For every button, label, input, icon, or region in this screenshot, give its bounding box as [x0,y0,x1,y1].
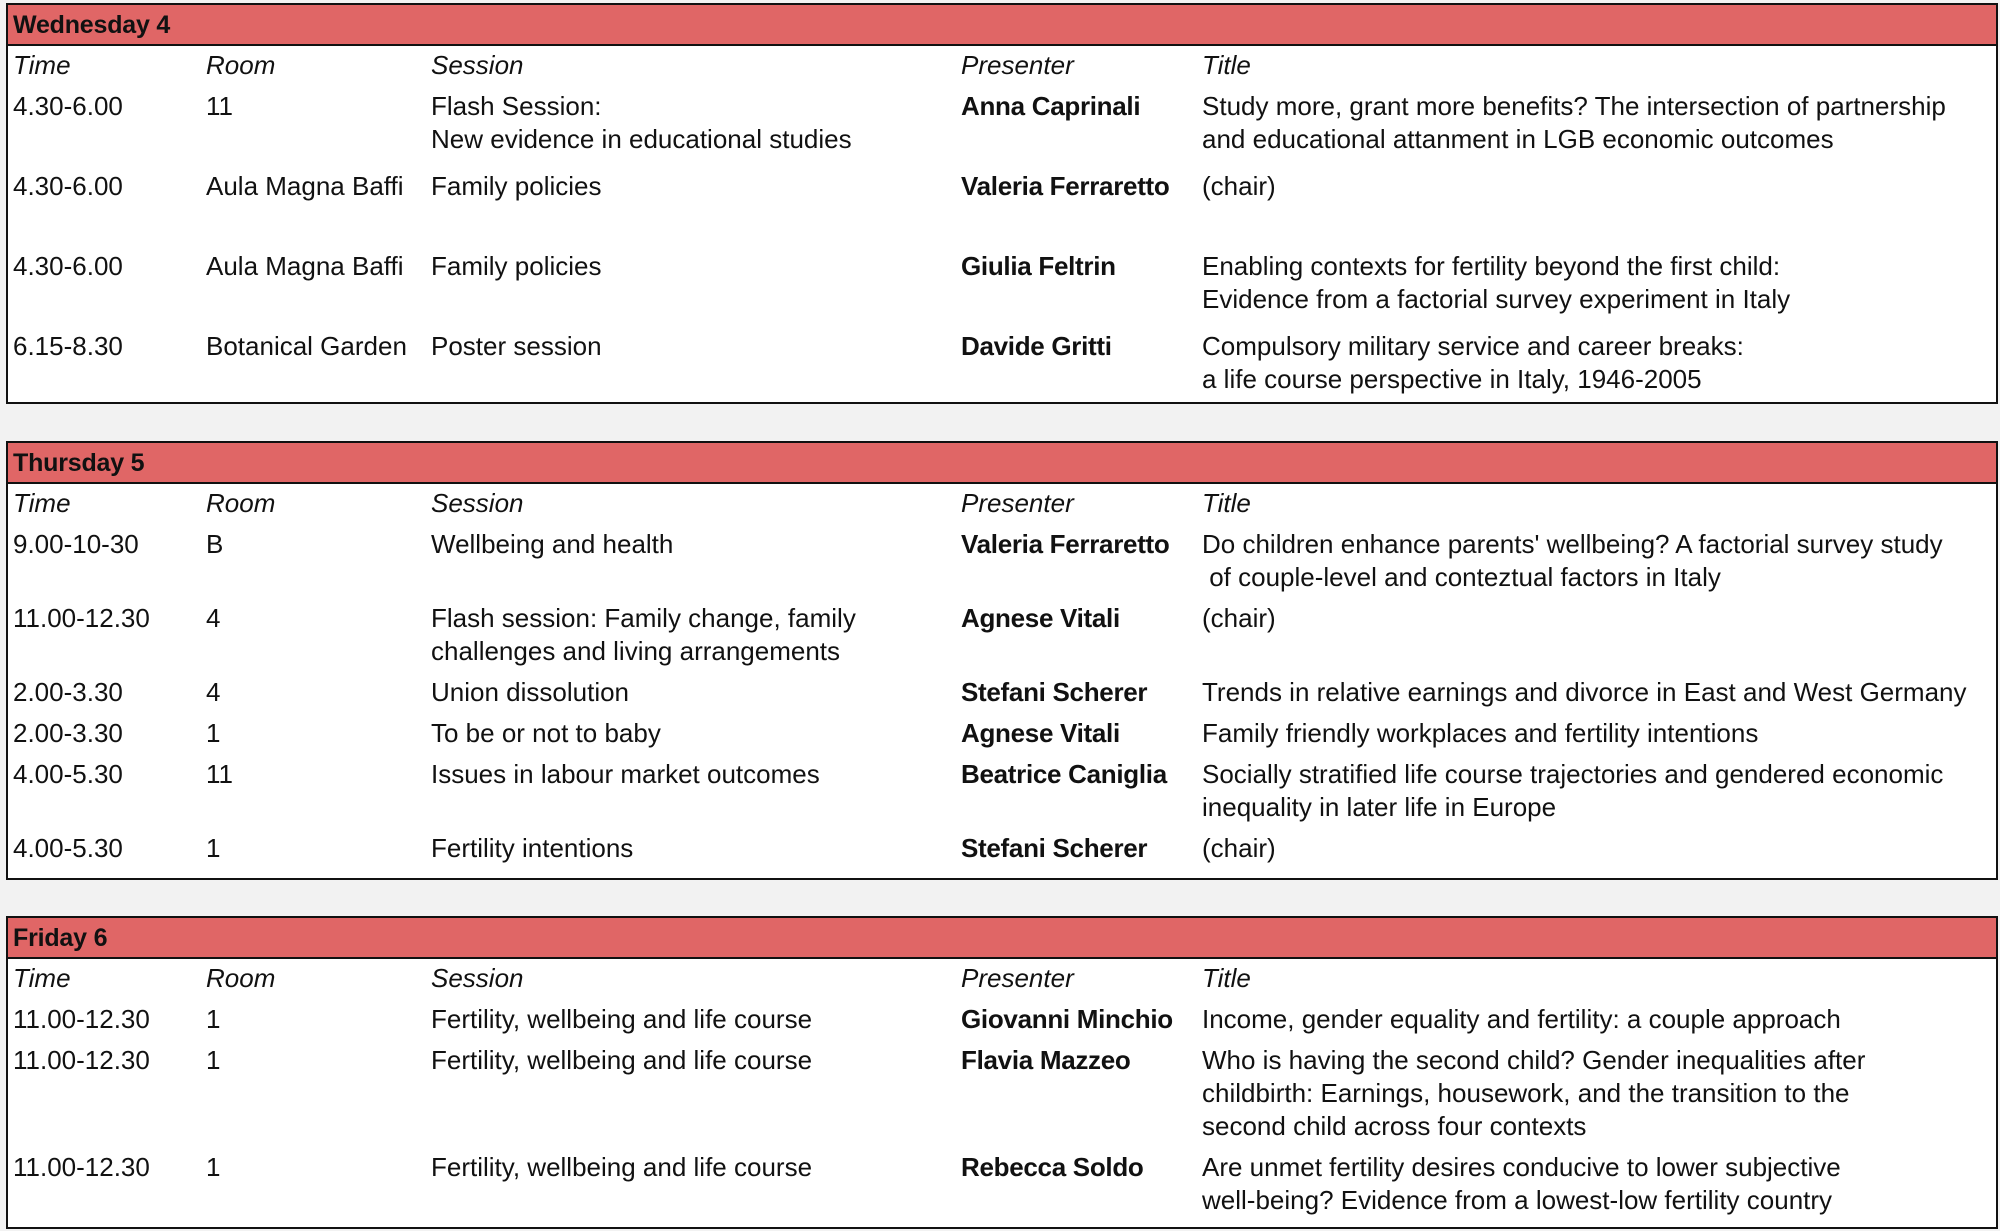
day-header: Wednesday 4 [8,5,1996,46]
presenter-cell: Giovanni Minchio [961,1004,1173,1034]
room-cell: 1 [206,1045,221,1075]
day-schedule-thursday [6,441,1998,880]
label-room: Room [206,963,276,993]
room-cell: Aula Magna Baffi [206,251,404,281]
session-line: Family policies [431,251,602,281]
label-time: Time [13,50,71,80]
presenter-cell: Agnese Vitali [961,603,1120,633]
title-line: Evidence from a factorial survey experiment in Italy [1202,284,1791,314]
session-line: Flash Session: [431,91,602,121]
table-row [8,1147,1996,1221]
title-line: Enabling contexts for fertility beyond the first child: [1202,251,1781,281]
title-cell [1202,90,1946,162]
session-line: Issues in labour market outcomes [431,759,820,789]
room-cell: 4 [206,603,221,633]
presenter-cell: Giulia Feltrin [961,251,1116,281]
title-line: (chair) [1202,603,1276,633]
title-cell [1202,602,1276,668]
title-line: and educational attanment in LGB economic outcomes [1202,124,1834,154]
title-cell [1202,330,1744,400]
table-row [8,999,1996,1040]
session-cell [431,170,961,242]
label-title: Title [1202,50,1251,80]
title-cell [1202,1151,1841,1217]
title-cell [1202,1003,1841,1036]
time-cell: 11.00-12.30 [13,603,150,633]
label-presenter: Presenter [961,488,1074,518]
title-cell [1202,1044,1866,1143]
day-schedule-friday [6,916,1998,1229]
session-line: Poster session [431,331,602,361]
day-header: Friday 6 [8,918,1996,959]
session-line: To be or not to baby [431,718,661,748]
session-cell [431,250,961,322]
title-line: (chair) [1202,171,1276,201]
label-title: Title [1202,488,1251,518]
label-time: Time [13,963,71,993]
session-cell [431,676,961,709]
time-cell: 4.30-6.00 [13,91,123,121]
title-cell [1202,528,1943,594]
title-cell [1202,717,1759,750]
title-line: Who is having the second child? Gender inequalities after [1202,1045,1866,1075]
title-line: childbirth: Earnings, housework, and the transition to the [1202,1078,1850,1108]
presenter-cell: Flavia Mazzeo [961,1045,1131,1075]
presenter-cell: Stefani Scherer [961,833,1148,863]
session-line: New evidence in educational studies [431,124,852,154]
time-cell: 4.00-5.30 [13,759,123,789]
title-line: a life course perspective in Italy, 1946-2005 [1202,364,1702,394]
title-line: Income, gender equality and fertility: a couple approach [1202,1004,1841,1034]
presenter-cell: Beatrice Caniglia [961,759,1167,789]
table-row [8,672,1996,713]
presenter-cell: Stefani Scherer [961,677,1148,707]
presenter-cell: Rebecca Soldo [961,1152,1144,1182]
session-cell [431,1044,961,1143]
title-line: Socially stratified life course trajectories and gendered economic [1202,759,1944,789]
day-header: Thursday 5 [8,443,1996,484]
room-cell: 1 [206,833,221,863]
session-line: Fertility, wellbeing and life course [431,1152,813,1182]
session-line: Fertility, wellbeing and life course [431,1045,813,1075]
room-cell: Aula Magna Baffi [206,171,404,201]
table-row [8,828,1996,869]
presenter-cell: Agnese Vitali [961,718,1120,748]
label-session: Session [431,488,524,518]
session-cell [431,717,961,750]
time-cell: 4.30-6.00 [13,171,123,201]
title-line: of couple-level and conteztual factors in Italy [1202,562,1721,592]
room-cell: 1 [206,718,221,748]
session-line: Fertility, wellbeing and life course [431,1004,813,1034]
time-cell: 11.00-12.30 [13,1004,150,1034]
room-cell: 11 [206,759,233,789]
session-line: Wellbeing and health [431,529,674,559]
label-time: Time [13,488,71,518]
label-room: Room [206,488,276,518]
time-cell: 2.00-3.30 [13,718,123,748]
presenter-cell: Anna Caprinali [961,91,1141,121]
session-cell [431,758,961,824]
time-cell: 2.00-3.30 [13,677,123,707]
title-line: inequality in later life in Europe [1202,792,1557,822]
session-cell [431,1003,961,1036]
room-cell: B [206,529,224,559]
table-row [8,754,1996,828]
title-line: Trends in relative earnings and divorce in East and West Germany [1202,677,1967,707]
title-cell [1202,758,1944,824]
label-title: Title [1202,963,1251,993]
title-cell [1202,832,1276,865]
session-cell [431,90,961,162]
presenter-cell: Valeria Ferraretto [961,529,1170,559]
title-line: Study more, grant more benefits? The intersection of partnership [1202,91,1946,121]
column-labels [8,484,1996,524]
session-cell [431,528,961,594]
label-session: Session [431,963,524,993]
session-cell [431,330,961,400]
day-schedule-wednesday [6,3,1998,404]
table-row [8,326,1996,404]
time-cell: 9.00-10-30 [13,529,139,559]
session-line: challenges and living arrangements [431,636,841,666]
title-line: Are unmet fertility desires conducive to lower subjective [1202,1152,1841,1182]
room-cell: 1 [206,1004,221,1034]
table-row [8,166,1996,246]
table-row [8,713,1996,754]
room-cell: 1 [206,1152,221,1182]
time-cell: 11.00-12.30 [13,1152,150,1182]
session-line: Family policies [431,171,602,201]
table-row [8,598,1996,672]
time-cell: 4.00-5.30 [13,833,123,863]
label-presenter: Presenter [961,50,1074,80]
table-row [8,246,1996,326]
title-cell [1202,250,1791,322]
title-cell [1202,170,1276,242]
room-cell: Botanical Garden [206,331,407,361]
room-cell: 4 [206,677,221,707]
session-line: Fertility intentions [431,833,634,863]
table-row [8,1040,1996,1147]
table-row [8,86,1996,166]
label-session: Session [431,50,524,80]
title-line: well-being? Evidence from a lowest-low fertility country [1202,1185,1833,1215]
title-line: second child across four contexts [1202,1111,1587,1141]
time-cell: 11.00-12.30 [13,1045,150,1075]
room-cell: 11 [206,91,233,121]
title-line: Do children enhance parents' wellbeing? A factorial survey study [1202,529,1943,559]
session-cell [431,832,961,865]
title-line: Compulsory military service and career breaks: [1202,331,1744,361]
column-labels [8,46,1996,86]
presenter-cell: Valeria Ferraretto [961,171,1170,201]
session-cell [431,602,961,668]
session-line: Flash session: Family change, family [431,603,856,633]
title-line: (chair) [1202,833,1276,863]
label-room: Room [206,50,276,80]
time-cell: 4.30-6.00 [13,251,123,281]
time-cell: 6.15-8.30 [13,331,123,361]
label-presenter: Presenter [961,963,1074,993]
table-row [8,524,1996,598]
session-cell [431,1151,961,1217]
session-line: Union dissolution [431,677,630,707]
column-labels [8,959,1996,999]
title-cell [1202,676,1967,709]
title-line: Family friendly workplaces and fertility intentions [1202,718,1759,748]
presenter-cell: Davide Gritti [961,331,1112,361]
